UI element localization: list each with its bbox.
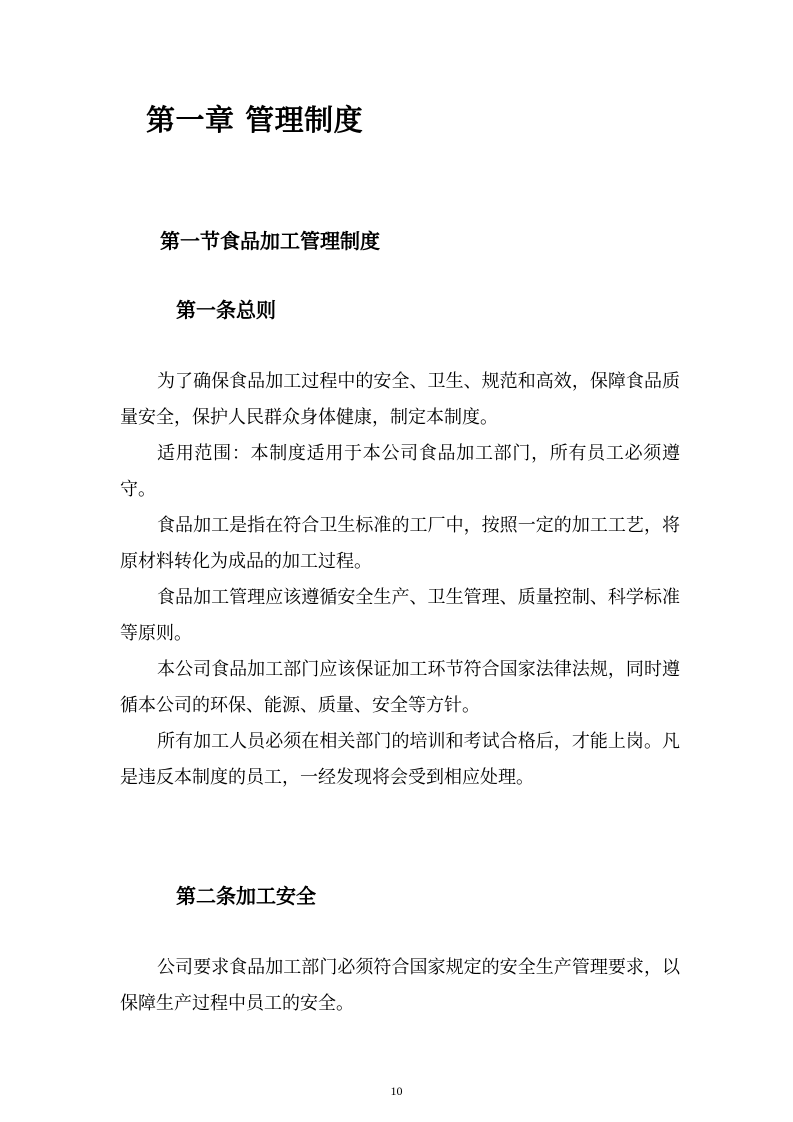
paragraph-training: 所有加工人员必须在相关部门的培训和考试合格后，才能上岗。凡是违反本制度的员工，一经发现将会受到相应处理。 bbox=[120, 731, 680, 788]
paragraph-purpose: 为了确保食品加工过程中的安全、卫生、规范和高效，保障食品质量安全，保护人民群众身体健康，制定本制度。 bbox=[120, 371, 680, 428]
page-number: 10 bbox=[390, 1084, 403, 1098]
section-title: 第一节食品加工管理制度 bbox=[160, 229, 380, 253]
paragraph-scope: 适用范围：本制度适用于本公司食品加工部门，所有员工必须遵守。 bbox=[120, 443, 680, 500]
article-1-body bbox=[120, 364, 680, 796]
article-1-title: 第一条总则 bbox=[176, 298, 276, 322]
article-2-title: 第二条加工安全 bbox=[176, 884, 316, 908]
chapter-title: 第一章 管理制度 bbox=[146, 103, 364, 137]
paragraph-definition: 食品加工是指在符合卫生标准的工厂中，按照一定的加工工艺，将原材料转化为成品的加工过程。 bbox=[120, 515, 680, 572]
paragraph-compliance: 本公司食品加工部门应该保证加工环节符合国家法律法规，同时遵循本公司的环保、能源、质量、安全等方针。 bbox=[120, 659, 680, 716]
paragraph-safety: 公司要求食品加工部门必须符合国家规定的安全生产管理要求，以保障生产过程中员工的安全。 bbox=[120, 957, 680, 1014]
article-2-body bbox=[120, 950, 680, 1022]
paragraph-principles: 食品加工管理应该遵循安全生产、卫生管理、质量控制、科学标准等原则。 bbox=[120, 587, 680, 644]
